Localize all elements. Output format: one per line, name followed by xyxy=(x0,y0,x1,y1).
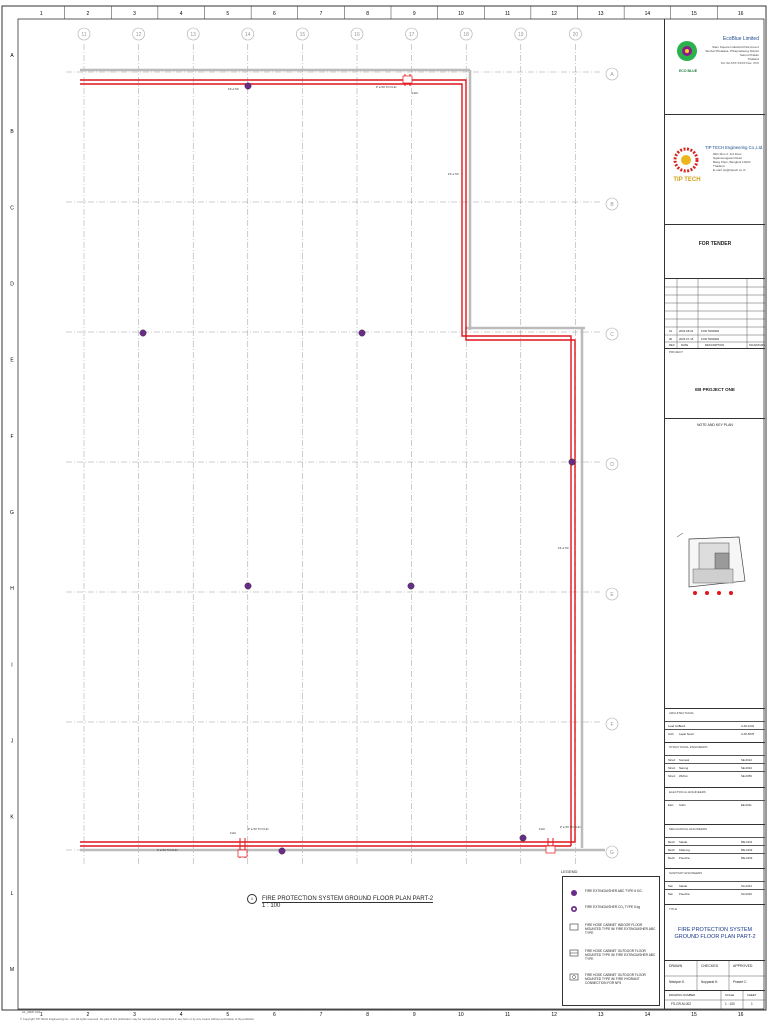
grid-axis-label: A xyxy=(610,72,614,78)
tiptech-logo-icon xyxy=(671,145,701,175)
frame-column-label: 11 xyxy=(504,11,511,17)
engineer-role: Lead Arch xyxy=(668,724,681,728)
frame-row-label: B xyxy=(10,129,14,136)
sheet-label: SHEET xyxy=(747,993,757,997)
grid-axis-label: 12 xyxy=(135,32,142,38)
caption-number: 1 xyxy=(247,894,257,904)
grid-axis-label: B xyxy=(610,202,614,208)
address-line: Thailand xyxy=(747,57,759,61)
frame-row-label: F xyxy=(10,433,14,440)
title-label: TITLE xyxy=(669,907,678,911)
engineer-role: Struct xyxy=(668,766,676,770)
revision-date: 2023-08-01 xyxy=(679,329,694,333)
consultant-logo-text: TIP TECH xyxy=(673,177,701,183)
address-line: Siam Square Industrial Park Area 2 xyxy=(712,45,759,49)
frame-column-label: 15 xyxy=(691,1012,697,1018)
drawing-title: FIRE PROTECTION SYSTEM GROUND FLOOR PLAN PART-2 xyxy=(674,927,756,940)
extinguisher-co2-icon xyxy=(569,905,579,913)
project-label: PROJECT xyxy=(669,350,684,354)
sanitary-panel xyxy=(665,869,765,905)
pipe-label: FHC xyxy=(412,91,419,95)
engineer-name: Suvit xyxy=(679,724,686,728)
grid-axis-label: 17 xyxy=(408,32,415,38)
pipe-label: P ø 50 TO FHC xyxy=(560,825,581,829)
caption-scale: 1 : 100 xyxy=(262,903,281,909)
extinguisher-icon xyxy=(569,459,575,465)
scale-value: 1 : 100 xyxy=(725,1002,735,1006)
hose-cabinet-hydrant-icon xyxy=(569,973,579,981)
revision-desc: FOR TENDER xyxy=(701,337,720,341)
fire-pipe-network xyxy=(80,80,575,846)
ecoblue-logo-icon xyxy=(673,35,701,85)
extinguisher-icon xyxy=(245,83,251,89)
drawn-by: Nitwipon K. xyxy=(669,980,686,984)
pipe-label: FF ø 50 xyxy=(228,87,239,91)
electrical-label: ELECTRICAL ENGINEERS xyxy=(669,790,706,794)
number-panel xyxy=(665,991,765,1009)
project-panel xyxy=(665,349,765,419)
frame-column-label: 13 xyxy=(598,11,604,17)
frame-column-label: 2 xyxy=(86,1012,90,1018)
engineer-role: Mech xyxy=(668,848,675,852)
grid-axis-label: 13 xyxy=(190,32,196,38)
engineer-lic: SA-0202 xyxy=(741,892,752,896)
frame-column-label: 13 xyxy=(598,1012,604,1018)
key-plan-drawing xyxy=(675,529,755,599)
extinguisher-icon xyxy=(359,330,365,336)
engineer-row xyxy=(665,800,765,809)
legend-box xyxy=(561,869,660,1006)
sanitary-label: SANITARY ENGINEERS xyxy=(669,871,703,875)
legend-title: LEGEND xyxy=(561,869,578,874)
frame-column-label: 9 xyxy=(412,11,416,17)
engineer-row xyxy=(665,889,765,898)
frame-column-label: 4 xyxy=(179,11,183,17)
pipe-label: FF ø 50 xyxy=(448,172,459,176)
engineer-row xyxy=(665,853,765,862)
grid-axis-label: 16 xyxy=(354,32,360,38)
architectural-label: ARCHITECTURAL xyxy=(669,711,695,715)
frame-row-label: G xyxy=(10,510,14,516)
frame-row-label: A xyxy=(10,53,14,60)
engineer-role: Struct xyxy=(668,758,676,762)
engineer-lic: SE-0056 xyxy=(741,774,752,778)
engineer-name: Suthi xyxy=(679,803,686,807)
frame-row-label: E xyxy=(10,357,14,364)
frame-column-label: 10 xyxy=(458,1012,464,1018)
frame-column-label: 6 xyxy=(273,1012,276,1018)
frame-column-label: 6 xyxy=(273,11,276,17)
frame-column-label: 5 xyxy=(226,11,230,17)
drawing-number: FS-GR-M-002 xyxy=(671,1002,692,1006)
file-ref: A1_MEP-A01 xyxy=(22,1010,41,1014)
extinguisher-icon xyxy=(140,330,146,336)
engineer-lic: ME-0103 xyxy=(741,856,753,860)
engineer-lic: SE-0012 xyxy=(741,758,752,762)
frame-column-label: 10 xyxy=(458,11,464,17)
engineer-name: Wichai xyxy=(679,774,688,778)
grid-axis-label: F xyxy=(610,722,614,728)
frame-column-label: 3 xyxy=(133,11,136,17)
frame-column-label: 5 xyxy=(226,1012,230,1018)
caption-title: FIRE PROTECTION SYSTEM GROUND FLOOR PLAN PART-2 xyxy=(262,896,434,902)
engineer-lic: SA-0201 xyxy=(741,884,752,888)
address-line: Thailand xyxy=(713,164,725,168)
building-outline xyxy=(80,70,605,850)
engineer-name: Sakda xyxy=(679,884,687,888)
structural-label: STRUCTURAL ENGINEERS xyxy=(669,745,708,749)
pipe-label: P ø 50 TO FHC xyxy=(248,827,269,831)
extinguisher-abc-icon xyxy=(569,889,579,897)
drawing-number-label: DRAWING NUMBER xyxy=(669,993,696,997)
pipe-label: P ø 50 TO FHC xyxy=(376,85,397,89)
rev-header-desc: DESCRIPTION xyxy=(705,343,725,347)
engineer-lic: SE-0034 xyxy=(741,766,752,770)
frame-column-label: 11 xyxy=(504,1012,511,1018)
keyplan-label: NOTE AND KEY PLAN xyxy=(697,423,733,427)
engineer-lic: A-00-1234 xyxy=(741,724,755,728)
signoff-panel xyxy=(665,961,765,991)
engineer-role: San xyxy=(668,884,673,888)
project-name: EB PROJECT ONE xyxy=(695,387,735,392)
status-label: FOR TENDER xyxy=(698,241,732,247)
pipe-label: FHC xyxy=(230,831,237,835)
grid-axis-label: 11 xyxy=(81,32,87,38)
hose-cabinet-outdoor-icon xyxy=(569,949,579,957)
engineer-name: Narong xyxy=(679,766,689,770)
consultant-panel xyxy=(665,115,765,225)
frame-column-label: 12 xyxy=(551,11,557,17)
frame-column-label: 8 xyxy=(366,11,370,17)
grid-axis-label: G xyxy=(610,850,614,856)
address-line: E-mail: tip@tiptech.co.th xyxy=(713,168,746,172)
hose-cabinet-icon xyxy=(546,846,555,853)
consultant-name: TIP TECH Engineering Co.,Ltd. xyxy=(705,145,764,150)
keyplan-panel xyxy=(665,419,765,709)
engineer-name: Preecha xyxy=(679,892,690,896)
engineer-row xyxy=(665,771,765,780)
hose-cabinet-indoor-icon xyxy=(569,923,579,931)
revision-rev: 01 xyxy=(669,329,673,333)
client-name: EcoBlue Limited xyxy=(722,36,759,42)
frame-row-label: L xyxy=(10,890,14,897)
checked-by: Nopparat H. xyxy=(701,980,719,984)
engineer-role: San xyxy=(668,892,673,896)
grid-axis-label: 20 xyxy=(572,32,579,38)
engineer-role: Arch xyxy=(668,732,674,736)
legend-item: FIRE HOSE CABINET INDOOR FLOOR MOUNTED TYPE W/ FIRE EXTINGUISHER ABC TYPE xyxy=(585,923,656,935)
frame-row-label: H xyxy=(10,586,14,593)
extinguisher-icon xyxy=(520,835,526,841)
legend-item: FIRE EXTINGUISHER CO₂ TYPE 5 kg xyxy=(585,905,641,909)
grid-axis-label: C xyxy=(610,332,614,338)
grid-axis-label: 15 xyxy=(299,32,306,38)
frame-column-label: 12 xyxy=(551,1012,557,1018)
hose-cabinet-icon xyxy=(238,850,247,857)
grid-axis-label: 14 xyxy=(245,32,251,38)
engineer-role: Mech xyxy=(668,840,675,844)
mechanical-label: MECHANICAL ENGINEERS xyxy=(669,827,708,831)
copyright-footer: © Copyright TIP TECH Engineering Co., Ltd. All rights reserved. No part of this publication may be reproduced or transmitted in any form or by any means without permission of the publisher. xyxy=(20,1017,255,1021)
mechanical-panel xyxy=(665,825,765,869)
address-line: Tambol Phrakasa, Phrapradaeng District xyxy=(705,49,759,53)
frame-column-label: 7 xyxy=(319,11,323,17)
engineer-name: Lapat Suwit xyxy=(679,732,694,736)
status-panel xyxy=(665,225,765,279)
client-address xyxy=(705,45,759,65)
electrical-panel xyxy=(665,788,765,825)
architectural-panel xyxy=(665,709,765,743)
frame-row-label: M xyxy=(9,966,15,973)
engineer-role: Struct xyxy=(668,774,676,778)
grid-axis-label: D xyxy=(610,462,614,468)
consultant-address xyxy=(713,152,750,172)
frame-row-label: C xyxy=(10,205,14,212)
engineer-name: Somsak xyxy=(679,758,690,762)
engineer-name: Preecha xyxy=(679,856,690,860)
grid-axis-label: 18 xyxy=(463,32,469,38)
address-line: Bang Khen, Bangkok 10220 xyxy=(713,160,751,164)
title-panel xyxy=(665,905,765,961)
title-block xyxy=(664,19,765,1009)
frame-column-label: 16 xyxy=(737,11,744,17)
client-logo-text: ECO BLUE xyxy=(678,69,698,73)
engineer-lic: EE-0011 xyxy=(741,803,752,807)
frame-column-label: 16 xyxy=(737,1012,744,1018)
frame-column-label: 4 xyxy=(179,1012,183,1018)
legend-item: FIRE HOSE CABINET OUTDOOR FLOOR MOUNTED TYPE W/ FIRE EXTINGUISHER ABC TYPE xyxy=(585,949,656,961)
approved-by: Prasert C. xyxy=(733,980,748,984)
revision-desc: FOR TENDER xyxy=(701,329,720,333)
rev-header-date: DATE xyxy=(681,343,689,347)
pipe-label: P ø 50 TO FHC xyxy=(157,848,178,852)
extinguisher-icon xyxy=(279,848,285,854)
client-panel xyxy=(665,19,765,115)
extinguisher-icon xyxy=(245,583,251,589)
engineer-name: Sakda xyxy=(679,840,687,844)
engineer-lic: ME-0102 xyxy=(741,848,753,852)
frame-column-label: 9 xyxy=(412,1012,416,1018)
scale-label: SCALE xyxy=(725,993,735,997)
engineer-lic: A-00-5678 xyxy=(741,732,755,736)
frame-column-label: 8 xyxy=(366,1012,370,1018)
grid-axis-label: 19 xyxy=(518,32,524,38)
revision-date: 2023-07-15 xyxy=(679,337,694,341)
engineer-row xyxy=(665,729,765,738)
frame-column-label: 14 xyxy=(644,11,651,17)
grid-axis-label: E xyxy=(610,592,614,598)
branch-pipes xyxy=(240,74,553,858)
frame-column-label: 2 xyxy=(86,11,90,17)
rev-header-rev: REV xyxy=(669,343,675,347)
checked-label: CHECKED xyxy=(701,964,719,968)
approved-label: APPROVED xyxy=(733,964,753,968)
pipe-label: FF ø 50 xyxy=(558,546,569,550)
pipe-label: FHC xyxy=(539,827,546,831)
frame-row-label: I xyxy=(11,662,13,669)
legend-item: FIRE HOSE CABINET OUTDOOR FLOOR MOUNTED TYPE W/ FIRE HYDRANT CONNECTION FOR NFS xyxy=(585,973,646,985)
address-line: 99/1 Moo 2, 3rd Floor xyxy=(713,152,742,156)
frame-column-label: 3 xyxy=(133,1012,136,1018)
structural-panel xyxy=(665,743,765,788)
frame-row-label: J xyxy=(10,738,14,745)
extinguisher-icon xyxy=(408,583,414,589)
engineer-name: Kittipong xyxy=(679,848,690,852)
frame-row-label: K xyxy=(10,814,14,821)
address-line: Ngamwongwan Road xyxy=(713,156,742,160)
address-line: Tel: 02-XXX XXXX Fax: XXX xyxy=(720,61,759,65)
engineer-role: Elec xyxy=(668,803,674,807)
sheet-number: 1 xyxy=(751,1002,753,1006)
legend-item: FIRE EXTINGUISHER ABC TYPE 6 KG. xyxy=(585,889,643,893)
frame-row-label: D xyxy=(10,281,14,288)
revision-table xyxy=(665,279,765,349)
drawing-caption xyxy=(250,896,434,909)
frame-column-label: 14 xyxy=(644,1012,651,1018)
address-line: Samut Prakan xyxy=(739,53,759,57)
engineer-role: Mech xyxy=(668,856,675,860)
drawn-label: DRAWN xyxy=(669,964,683,968)
rev-header-sign: SIGNATURE xyxy=(749,343,766,347)
revision-rev: 00 xyxy=(669,337,673,341)
frame-column-label: 1 xyxy=(39,1012,43,1018)
engineer-lic: ME-0101 xyxy=(741,840,753,844)
frame-column-label: 7 xyxy=(319,1012,323,1018)
frame-column-label: 15 xyxy=(691,11,697,17)
frame-column-label: 1 xyxy=(39,11,43,17)
hose-cabinet-icon xyxy=(403,76,412,83)
